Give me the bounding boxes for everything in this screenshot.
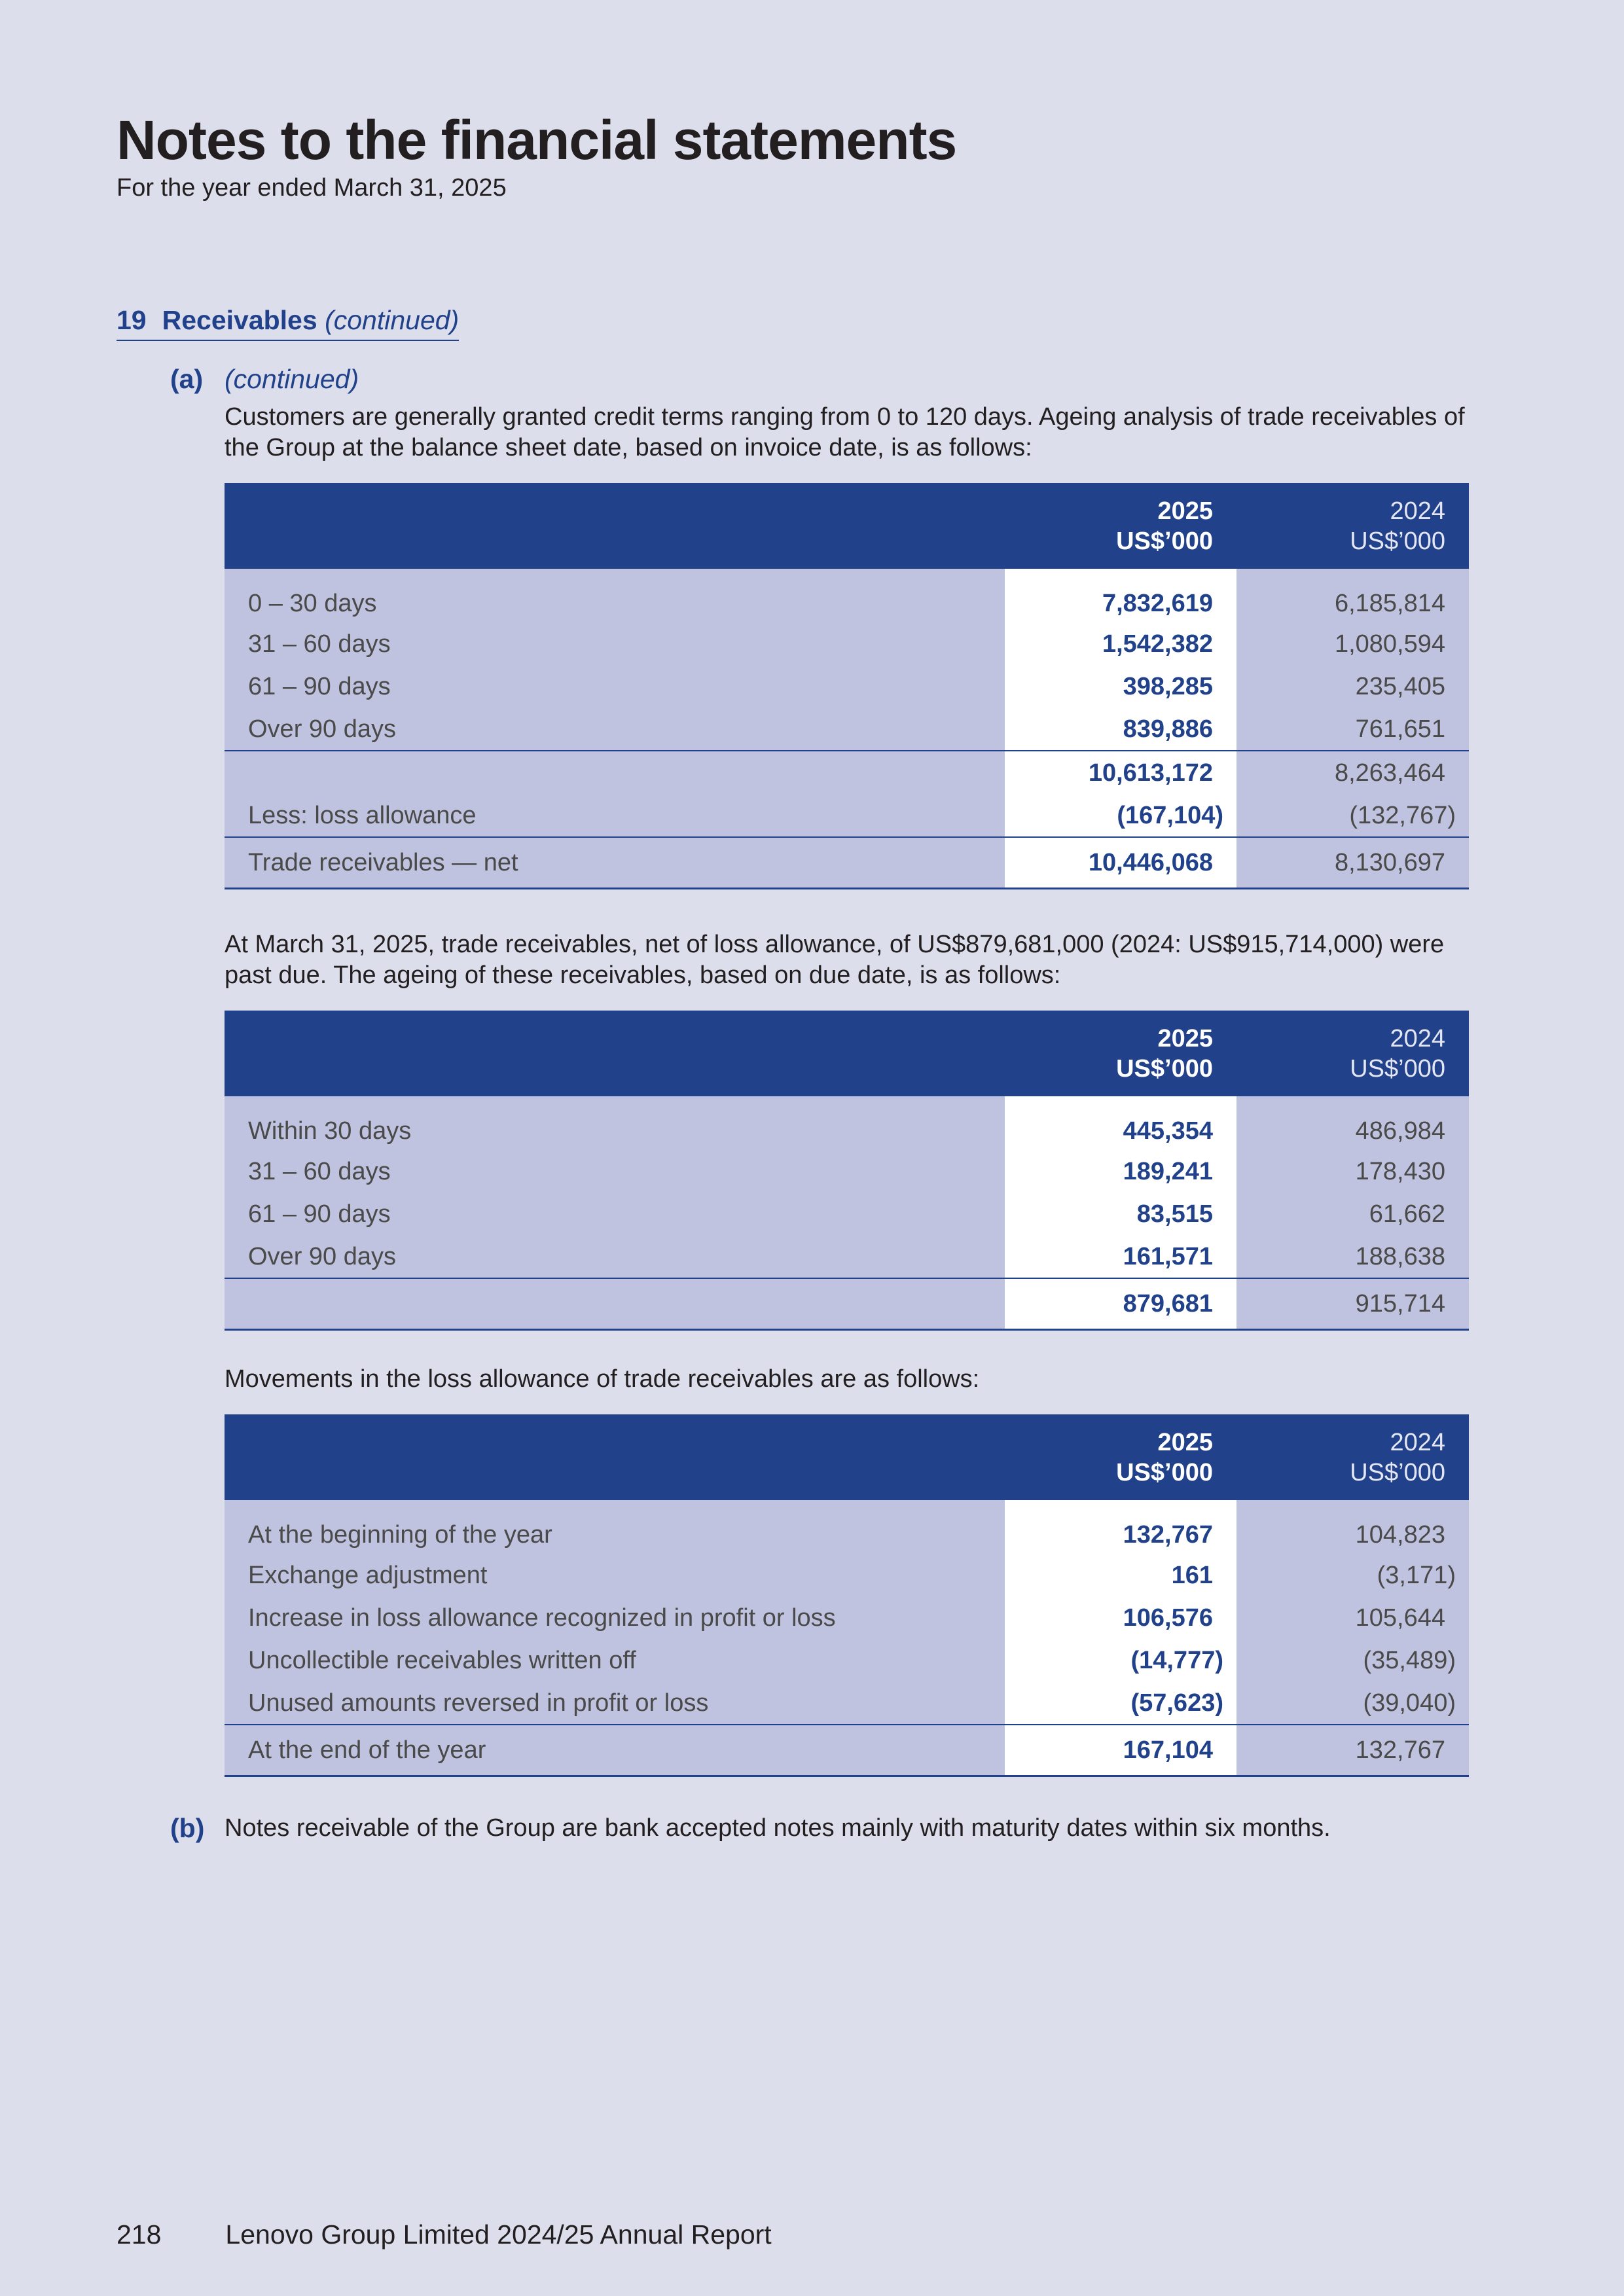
table-header-row — [225, 483, 1469, 569]
header-2025: 2025 US$’000 — [1005, 1414, 1236, 1500]
movements-paragraph: Movements in the loss allowance of trade receivables are as follows: — [225, 1365, 980, 1393]
sub-a-intro: Customers are generally granted credit terms ranging from 0 to 120 days. Ageing analysis of trade receivables of the Group at the balance sheet date, based on invoice date, is as follows: — [225, 403, 1465, 461]
header-label-cell — [225, 1414, 1005, 1500]
loss-allowance-movements-table — [225, 1414, 1469, 1777]
total-row: 879,681 915,714 — [225, 1278, 1469, 1330]
page-number: 218 — [117, 2219, 162, 2250]
ageing-due-date-table — [225, 1011, 1469, 1331]
section-name: Receivables — [162, 305, 317, 335]
table-header-row — [225, 1414, 1469, 1500]
table-row: 0 – 30 days 7,832,619 6,185,814 — [225, 569, 1469, 622]
total-row: At the end of the year 167,104 132,767 — [225, 1725, 1469, 1776]
past-due-paragraph: At March 31, 2025, trade receivables, net of loss allowance, of US$879,681,000 (2024: US$915,714,000) were past due. The ageing of these receivables, based on due date, is as follows: — [225, 931, 1445, 989]
header-2024: 2024 US$’000 — [1236, 483, 1469, 569]
table-row: Over 90 days 161,571 188,638 — [225, 1235, 1469, 1278]
publication-name: Lenovo Group Limited 2024/25 Annual Report — [225, 2219, 772, 2250]
table-row: Exchange adjustment 161 (3,171) — [225, 1554, 1469, 1596]
table-row: 61 – 90 days 398,285 235,405 — [225, 665, 1469, 708]
sub-b-label: (b) — [170, 1813, 205, 1843]
table-header-row — [225, 1011, 1469, 1096]
header-2025: 2025 US$’000 — [1005, 1011, 1236, 1096]
header-label-cell — [225, 1011, 1005, 1096]
page-footer — [117, 2219, 772, 2250]
table-row: At the beginning of the year 132,767 104,823 — [225, 1500, 1469, 1554]
section-heading — [117, 305, 459, 341]
header-2025: 2025 US$’000 — [1005, 483, 1236, 569]
table-row: 31 – 60 days 189,241 178,430 — [225, 1150, 1469, 1193]
header-label-cell — [225, 483, 1005, 569]
table-row: Uncollectible receivables written off (14,777) (35,489) — [225, 1639, 1469, 1681]
ageing-invoice-table — [225, 483, 1469, 889]
table-row: Unused amounts reversed in profit or loss (57,623) (39,040) — [225, 1681, 1469, 1725]
page-title: Notes to the financial statements — [117, 109, 957, 171]
table-row: Within 30 days 445,354 486,984 — [225, 1096, 1469, 1150]
section-number: 19 — [117, 305, 147, 335]
header-2024: 2024 US$’000 — [1236, 1011, 1469, 1096]
subtotal-row: 10,613,172 8,263,464 — [225, 751, 1469, 794]
table-row: 31 – 60 days 1,542,382 1,080,594 — [225, 622, 1469, 665]
sub-b-text: Notes receivable of the Group are bank accepted notes mainly with maturity dates within six months. — [225, 1814, 1331, 1842]
sub-a-label: (a) — [170, 364, 204, 394]
table-row: 61 – 90 days 83,515 61,662 — [225, 1193, 1469, 1235]
loss-allowance-row: Less: loss allowance (167,104) (132,767) — [225, 794, 1469, 837]
section-continued: (continued) — [325, 305, 460, 335]
page-subtitle: For the year ended March 31, 2025 — [117, 174, 507, 202]
table-row: Over 90 days 839,886 761,651 — [225, 708, 1469, 751]
header-2024: 2024 US$’000 — [1236, 1414, 1469, 1500]
sub-a-continued: (continued) — [225, 364, 359, 394]
table-row: Increase in loss allowance recognized in profit or loss 106,576 105,644 — [225, 1596, 1469, 1639]
net-total-row: Trade receivables — net 10,446,068 8,130,697 — [225, 837, 1469, 889]
